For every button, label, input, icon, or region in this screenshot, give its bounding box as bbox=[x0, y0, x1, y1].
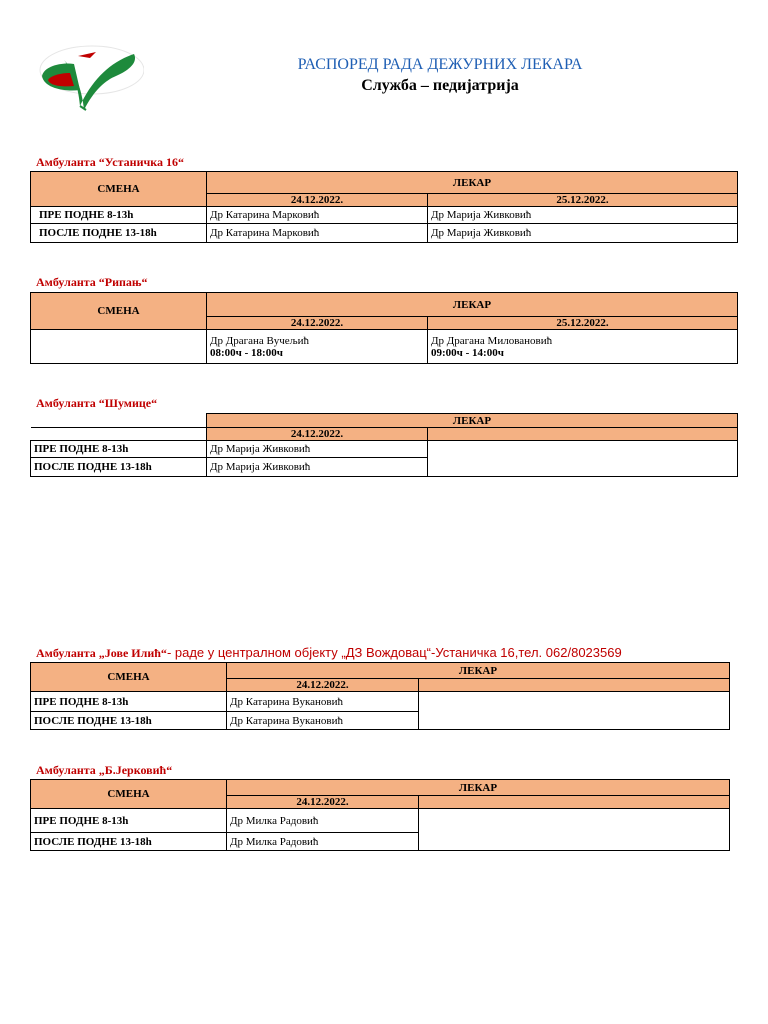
doctor-cell: Др Катарина Марковић bbox=[207, 207, 428, 224]
doctor-cell: Др Милка Радовић bbox=[227, 809, 419, 833]
date-header: 25.12.2022. bbox=[428, 194, 738, 207]
shift-header: СМЕНА bbox=[31, 293, 207, 330]
schedule-table-ustanicka bbox=[30, 171, 738, 243]
doctor-cell: Др Марија Живковић bbox=[428, 224, 738, 243]
date-header-empty bbox=[419, 679, 730, 692]
doctor-cell bbox=[207, 330, 428, 364]
schedule-table-jove-ilic bbox=[30, 662, 730, 730]
doctor-cell: Др Милка Радовић bbox=[227, 833, 419, 851]
doctor-name: Др Драгана Вучељић bbox=[210, 334, 310, 347]
date-header: 24.12.2022. bbox=[227, 679, 419, 692]
empty-cell bbox=[428, 441, 738, 477]
doctor-header: ЛЕКАР bbox=[207, 293, 738, 317]
date-header-empty bbox=[419, 796, 730, 809]
doctor-cell: Др Марија Живковић bbox=[428, 207, 738, 224]
section-title-sumice: Амбуланта “Шумице“ bbox=[36, 396, 158, 410]
shift-header: СМЕНА bbox=[31, 780, 227, 809]
doctor-cell: Др Катарина Вукановић bbox=[227, 712, 419, 730]
table-row bbox=[31, 441, 738, 458]
shift-cell bbox=[31, 330, 207, 364]
shift-cell: ПРЕ ПОДНЕ 8-13h bbox=[31, 809, 227, 833]
page-subtitle: Служба – педијатрија bbox=[361, 77, 519, 94]
section-note: - раде у централном објекту „ДЗ Вождовац“-Устаничка 16,тел. 062/8023569 bbox=[166, 645, 622, 660]
shift-cell: ПОСЛЕ ПОДНЕ 13-18h bbox=[31, 458, 207, 477]
shift-header: СМЕНА bbox=[31, 663, 227, 692]
doctor-header: ЛЕКАР bbox=[227, 663, 730, 679]
empty-corner bbox=[31, 428, 207, 441]
shift-cell: ПРЕ ПОДНЕ 8-13h bbox=[31, 207, 207, 224]
schedule-table-b-jerkovic bbox=[30, 779, 730, 851]
table-row bbox=[31, 809, 730, 833]
empty-cell bbox=[419, 809, 730, 851]
empty-corner bbox=[31, 414, 207, 428]
section-title-ustanicka: Амбуланта “Устаничка 16“ bbox=[36, 155, 184, 169]
schedule-table-ripanj bbox=[30, 292, 738, 364]
section-title-ripanj: Амбуланта “Рипањ“ bbox=[36, 275, 148, 289]
date-header: 25.12.2022. bbox=[428, 317, 738, 330]
date-header: 24.12.2022. bbox=[227, 796, 419, 809]
working-hours: 09:00ч - 14:00ч bbox=[431, 346, 504, 359]
table-row bbox=[31, 224, 738, 243]
empty-cell bbox=[419, 692, 730, 730]
section-title-jove-ilic bbox=[36, 645, 622, 661]
doctor-header: ЛЕКАР bbox=[207, 414, 738, 428]
doctor-cell: Др Марија Живковић bbox=[207, 441, 428, 458]
section-title-b-jerkovic: Амбуланта „Б.Јерковић“ bbox=[36, 763, 173, 777]
doctor-cell bbox=[428, 330, 738, 364]
schedule-table-sumice bbox=[30, 413, 738, 477]
doctor-header: ЛЕКАР bbox=[207, 172, 738, 194]
doctor-cell: Др Катарина Вукановић bbox=[227, 692, 419, 712]
date-header: 24.12.2022. bbox=[207, 317, 428, 330]
doctor-cell: Др Марија Живковић bbox=[207, 458, 428, 477]
shift-cell: ПРЕ ПОДНЕ 8-13h bbox=[31, 692, 227, 712]
doctor-header: ЛЕКАР bbox=[227, 780, 730, 796]
section-name: Амбуланта „Јове Илић“ bbox=[36, 646, 167, 660]
doctor-cell: Др Катарина Марковић bbox=[207, 224, 428, 243]
shift-cell: ПРЕ ПОДНЕ 8-13h bbox=[31, 441, 207, 458]
doctor-name: Др Драгана Миловановић bbox=[431, 334, 553, 347]
page-title: РАСПОРЕД РАДА ДЕЖУРНИХ ЛЕКАРА bbox=[297, 56, 583, 73]
table-row bbox=[31, 692, 730, 712]
date-header: 24.12.2022. bbox=[207, 194, 428, 207]
shift-cell: ПОСЛЕ ПОДНЕ 13-18h bbox=[31, 833, 227, 851]
health-center-logo bbox=[34, 40, 144, 112]
shift-cell: ПОСЛЕ ПОДНЕ 13-18h bbox=[31, 224, 207, 243]
table-row bbox=[31, 330, 738, 364]
table-row bbox=[31, 207, 738, 224]
shift-header: СМЕНА bbox=[31, 172, 207, 207]
date-header-empty bbox=[428, 428, 738, 441]
shift-cell: ПОСЛЕ ПОДНЕ 13-18h bbox=[31, 712, 227, 730]
date-header: 24.12.2022. bbox=[207, 428, 428, 441]
working-hours: 08:00ч - 18:00ч bbox=[210, 346, 283, 359]
